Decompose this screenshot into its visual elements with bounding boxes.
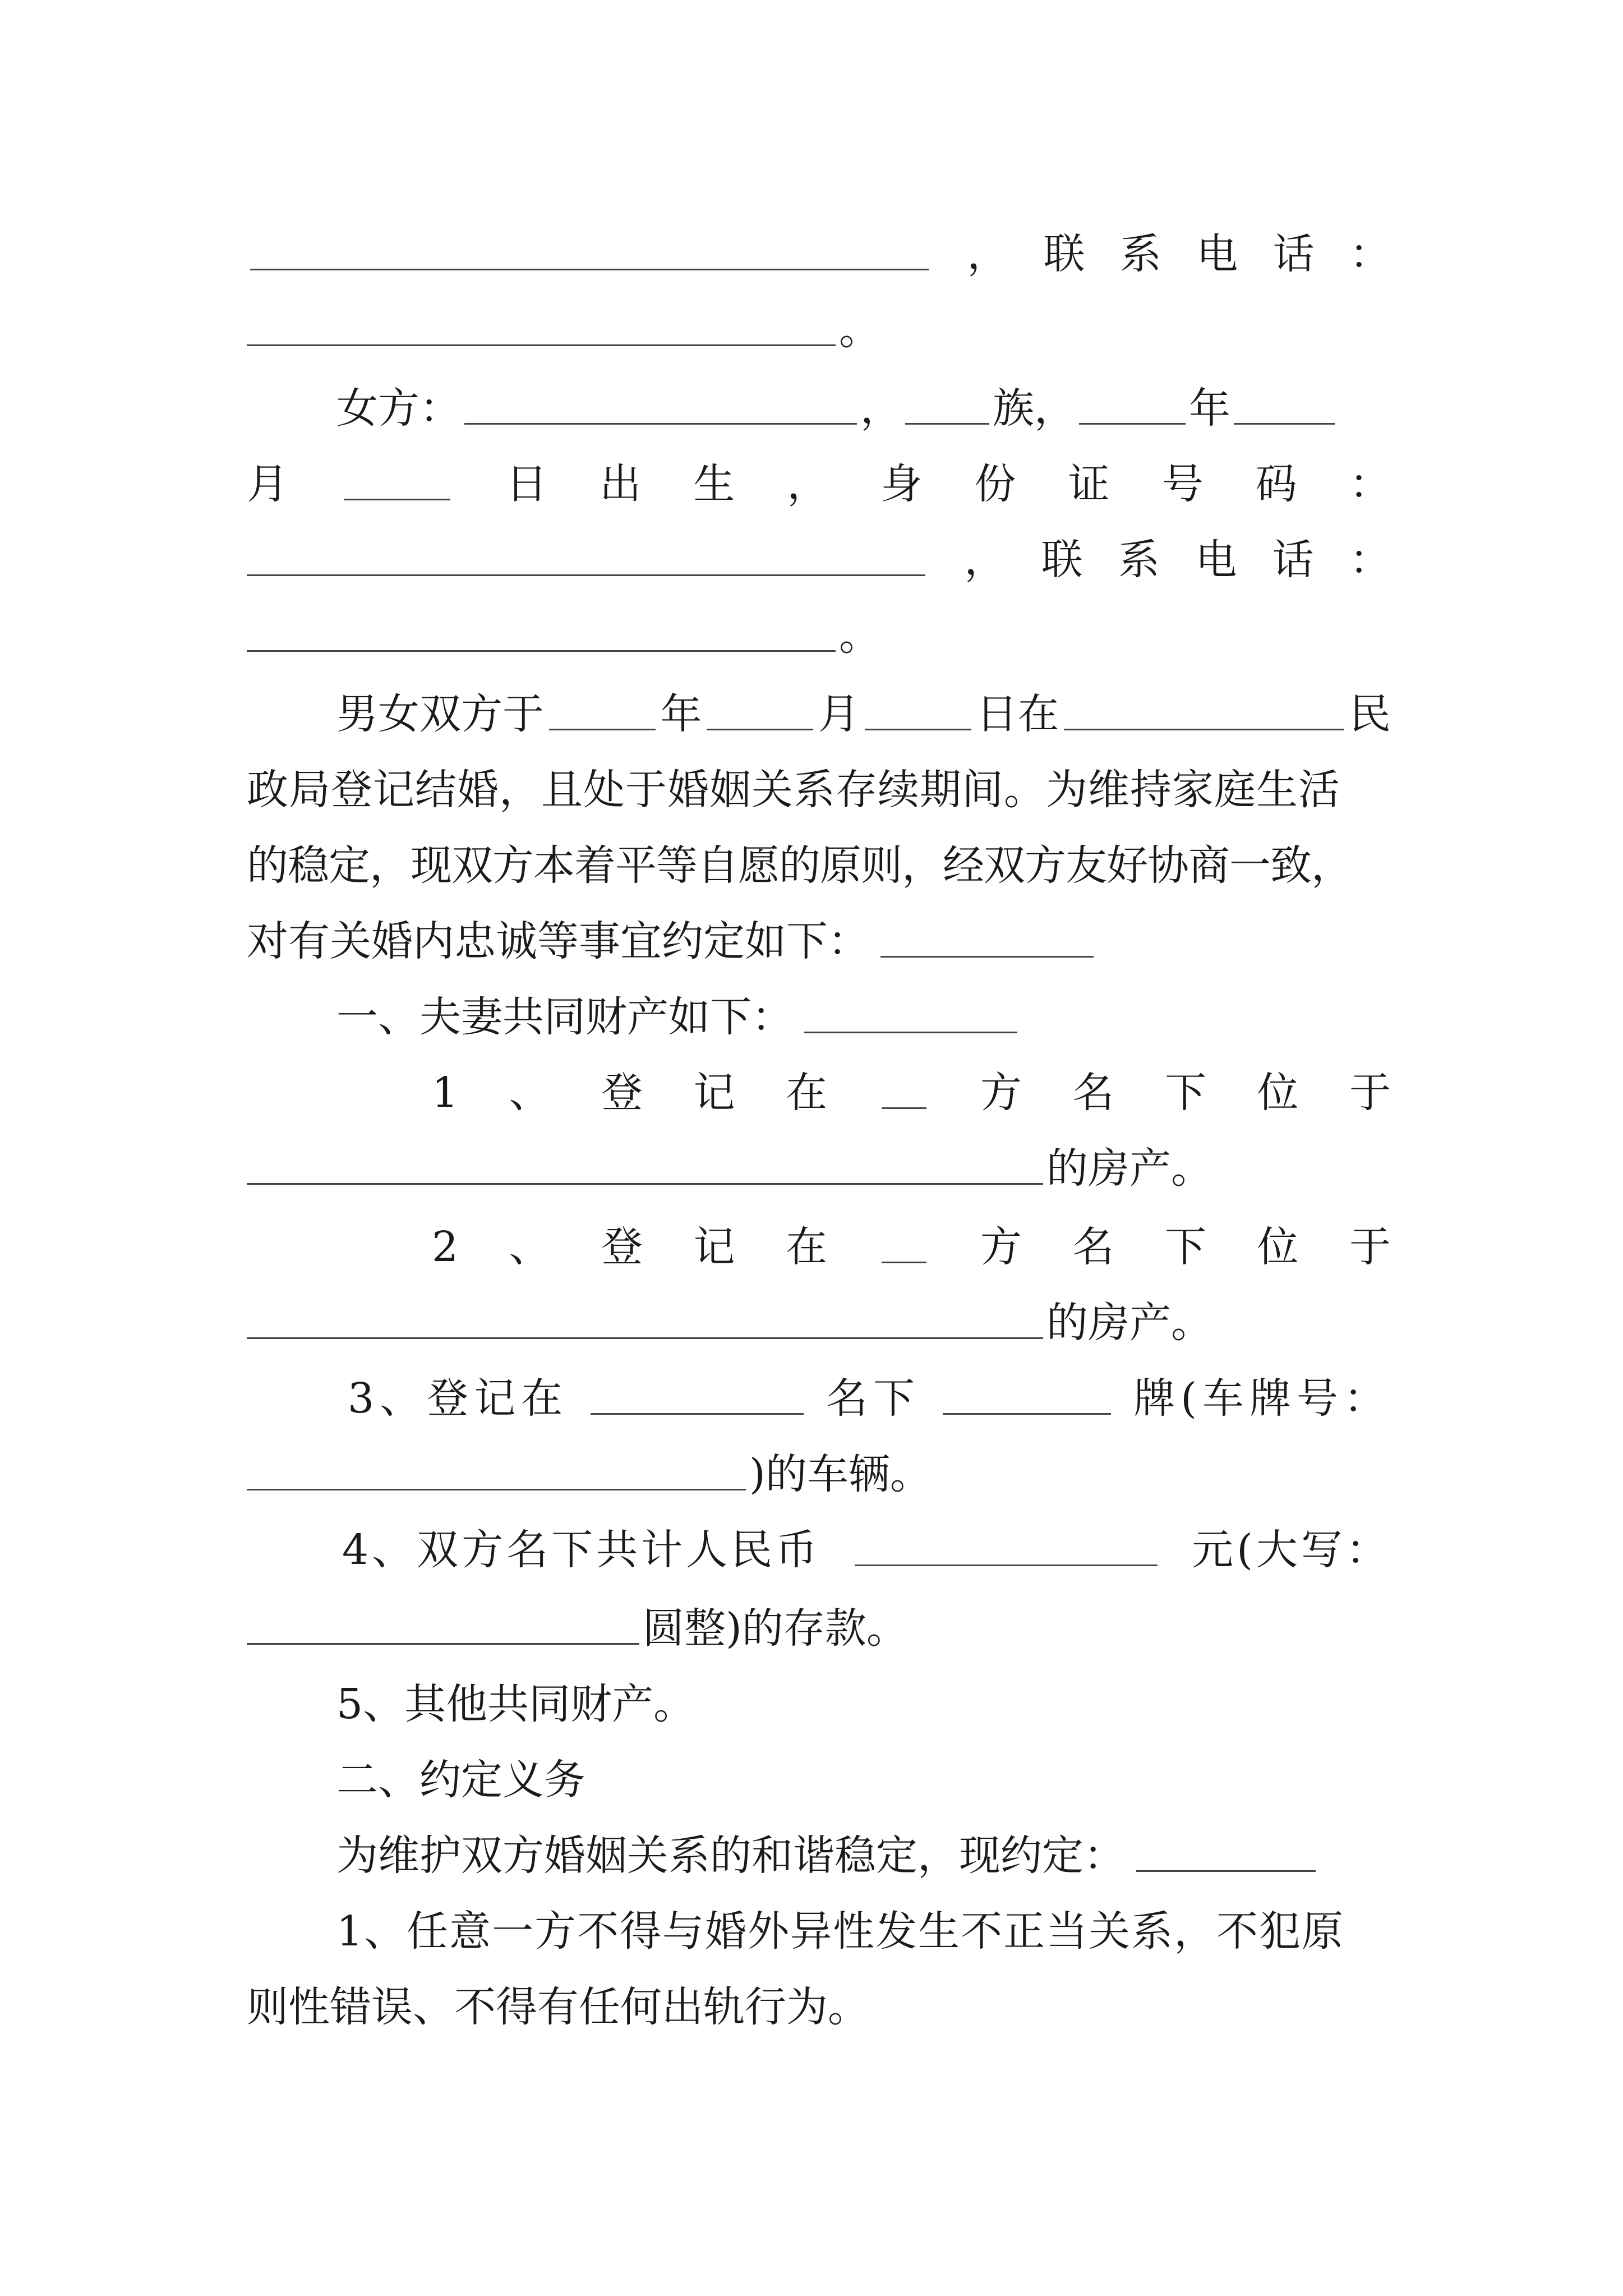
id-number-blank[interactable] — [247, 543, 925, 576]
property-item-2-address — [247, 1282, 1391, 1347]
text: 的房产。 — [1046, 1299, 1212, 1347]
marriage-registration-line — [336, 673, 1391, 738]
text: 记 — [693, 1223, 735, 1271]
text: 位 — [1257, 1069, 1299, 1117]
text: 民 — [1349, 690, 1391, 738]
text: 5、其他共同财产。 — [336, 1680, 695, 1728]
obligation-item-1 — [336, 1890, 1391, 1955]
property-item-2 — [432, 1206, 1391, 1271]
text: 政局登记结婚，且处于婚姻关系存续期间。为维持家庭生活 — [247, 766, 1340, 814]
male-phone-line — [247, 213, 1391, 278]
paragraph-line — [247, 825, 1391, 890]
text: 电 — [1196, 230, 1238, 278]
party-blank[interactable] — [882, 1076, 926, 1109]
text: 登 — [601, 1223, 643, 1271]
text: 登 — [601, 1069, 643, 1117]
text: 二、约定义务 — [336, 1756, 585, 1804]
text: 于 — [1349, 1069, 1391, 1117]
text: 4、双方名下共计人民币 — [342, 1526, 821, 1574]
text: 名 — [1072, 1223, 1114, 1271]
text: 日在 — [976, 690, 1059, 738]
text: ： — [1349, 460, 1391, 508]
text: 1、任意一方不得与婚外异性发生不正当关系，不犯原 — [336, 1907, 1345, 1955]
text: 的稳定，现双方本着平等自愿的原则，经双方友好协商一致， — [247, 841, 1352, 890]
text: 1 — [432, 1069, 459, 1117]
paragraph-line — [247, 900, 1391, 965]
text: 联 — [1043, 230, 1085, 278]
property-item-5 — [336, 1663, 1391, 1728]
text: 一、夫妻共同财产如下： — [336, 993, 793, 1041]
text: 则性错误、不得有任何出轨行为。 — [247, 1983, 869, 2031]
text: 的房产。 — [1046, 1144, 1212, 1193]
year-blank[interactable] — [549, 697, 656, 730]
name-blank[interactable] — [464, 392, 857, 425]
text: 男女双方于 — [336, 690, 544, 738]
text: ， — [787, 460, 829, 508]
text: 于 — [1349, 1223, 1391, 1271]
text: 元(大写： — [1192, 1526, 1391, 1574]
amount-words-blank[interactable] — [247, 1612, 639, 1645]
text: 圆整)的存款。 — [643, 1604, 908, 1653]
year-blank[interactable] — [1079, 392, 1186, 425]
day-blank[interactable] — [344, 467, 450, 500]
text: 年 — [1189, 384, 1230, 432]
text: 话 — [1272, 230, 1315, 278]
text: 。 — [839, 611, 880, 660]
text: )的车辆。 — [749, 1450, 932, 1498]
text: 电 — [1195, 536, 1237, 584]
text: 位 — [1257, 1223, 1299, 1271]
text: 号 — [1161, 460, 1204, 508]
section-heading-obligations — [336, 1739, 1391, 1804]
id-number-blank[interactable] — [250, 237, 929, 270]
text: 2 — [432, 1223, 459, 1271]
text: 月 — [247, 460, 288, 508]
text: 方 — [980, 1069, 1022, 1117]
text: ： — [1349, 230, 1391, 278]
property-item-3 — [348, 1358, 1391, 1423]
text: 出 — [600, 460, 642, 508]
text: 生 — [693, 460, 735, 508]
text: 系 — [1118, 536, 1160, 584]
fill-blank[interactable] — [1136, 1839, 1316, 1872]
text: 在 — [786, 1223, 828, 1271]
text: 记 — [693, 1069, 735, 1117]
day-blank[interactable] — [865, 697, 971, 730]
month-blank[interactable] — [1234, 392, 1335, 425]
text: 码 — [1255, 460, 1297, 508]
text: 下 — [1164, 1069, 1206, 1117]
text: 族， — [993, 384, 1076, 432]
ethnicity-blank[interactable] — [905, 392, 989, 425]
fill-blank[interactable] — [804, 1000, 1017, 1033]
text: 对有关婚内忠诚等事宜约定如下： — [247, 917, 869, 965]
text: 名下 — [826, 1374, 921, 1423]
party-blank[interactable] — [882, 1230, 926, 1263]
property-item-4-amount — [247, 1588, 1391, 1653]
registry-blank[interactable] — [1064, 697, 1344, 730]
owner-blank[interactable] — [591, 1382, 804, 1415]
text: 为维护双方婚姻关系的和谐稳定，现约定： — [336, 1832, 1125, 1880]
text: 方 — [980, 1223, 1022, 1271]
text: 名 — [1072, 1069, 1114, 1117]
text: 3、登记在 — [348, 1374, 569, 1423]
text: 日 — [506, 460, 548, 508]
text: 、 — [509, 1069, 551, 1117]
text: ， — [967, 230, 1009, 278]
female-phone-line — [247, 519, 1391, 584]
text: 系 — [1119, 230, 1161, 278]
address-blank[interactable] — [247, 1152, 1043, 1185]
property-item-3-plate — [247, 1433, 1391, 1498]
text: 份 — [974, 460, 1016, 508]
text: 联 — [1041, 536, 1083, 584]
section-heading-property — [336, 976, 1391, 1041]
amount-blank[interactable] — [855, 1533, 1158, 1566]
property-item-1-address — [247, 1128, 1391, 1193]
paragraph-line — [247, 749, 1391, 814]
text: ， — [964, 536, 1006, 584]
female-phone-value-line — [247, 595, 1391, 660]
text: 。 — [839, 306, 880, 354]
male-phone-value-line — [247, 289, 1391, 354]
phone-blank[interactable] — [247, 619, 836, 652]
obligations-intro — [336, 1815, 1391, 1880]
text: 身 — [880, 460, 923, 508]
address-blank[interactable] — [247, 1306, 1043, 1339]
text: ： — [1349, 536, 1391, 584]
text: 月 — [818, 690, 860, 738]
text: 话 — [1272, 536, 1314, 584]
property-item-1 — [432, 1052, 1391, 1117]
text: 、 — [509, 1223, 551, 1271]
text: 女方： — [336, 384, 461, 432]
text: 牌(车牌号： — [1133, 1374, 1391, 1423]
text: 在 — [786, 1069, 828, 1117]
text: 年 — [660, 690, 702, 738]
brand-blank[interactable] — [943, 1382, 1111, 1415]
fill-blank[interactable] — [880, 924, 1094, 958]
plate-number-blank[interactable] — [247, 1457, 746, 1490]
month-blank[interactable] — [707, 697, 813, 730]
phone-blank[interactable] — [247, 313, 836, 346]
female-birth-line — [247, 443, 1391, 508]
text: ， — [860, 384, 902, 432]
text: 证 — [1068, 460, 1110, 508]
property-item-4 — [342, 1509, 1391, 1574]
female-info-line — [336, 367, 1391, 432]
text: 下 — [1164, 1223, 1206, 1271]
obligation-item-1-continued — [247, 1966, 1391, 2031]
